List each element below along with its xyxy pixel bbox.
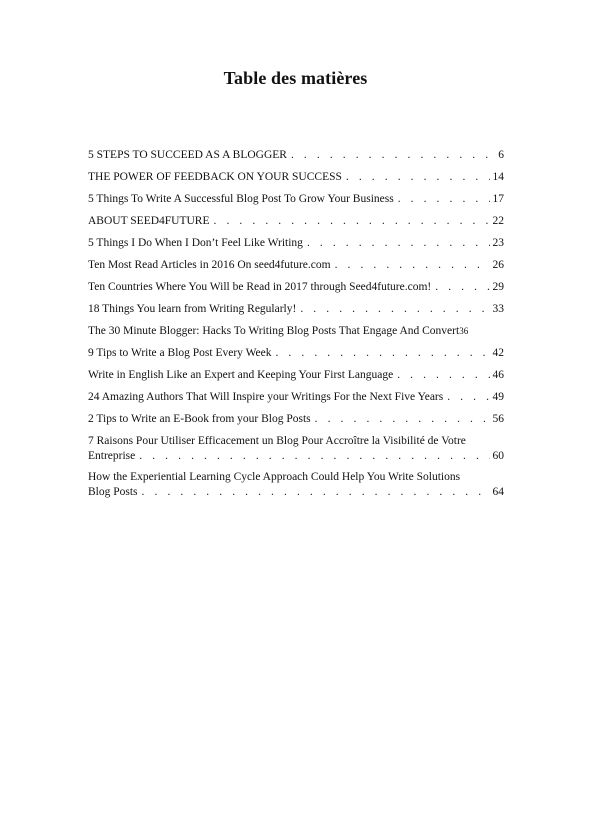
toc-entry-page: 64	[492, 486, 504, 498]
toc-entry-page: 36	[459, 326, 469, 336]
toc-entry[interactable]	[88, 302, 504, 317]
toc-entry-page: 23	[492, 237, 504, 249]
dot-leader	[397, 368, 489, 383]
toc-entry-title: ABOUT SEED4FUTURE	[88, 215, 210, 227]
toc-entry-title-line1: 7 Raisons Pour Utiliser Efficacement un Blog Pour Accroître la Visibilité de Votre	[88, 435, 466, 447]
toc-entry[interactable]	[88, 434, 504, 464]
toc-entry[interactable]	[88, 192, 504, 207]
dot-leader	[335, 258, 490, 273]
toc-entry-title: 24 Amazing Authors That Will Inspire your Writings For the Next Five Years	[88, 391, 444, 403]
dot-leader	[435, 280, 489, 295]
toc-entry-title: 2 Tips to Write an E-Book from your Blog Posts	[88, 413, 311, 425]
toc-entry-title: 18 Things You learn from Writing Regularly!	[88, 303, 297, 315]
toc-entry[interactable]	[88, 470, 504, 500]
toc-entry[interactable]	[88, 236, 504, 251]
toc-entry-page: 29	[492, 281, 504, 293]
toc-entry[interactable]	[88, 214, 504, 229]
dot-leader	[307, 236, 490, 251]
dot-leader	[214, 214, 490, 229]
toc-entry[interactable]	[88, 324, 504, 339]
toc-entry[interactable]	[88, 412, 504, 427]
toc-entry[interactable]	[88, 368, 504, 383]
toc-entry-page: 60	[492, 450, 504, 462]
dot-leader	[398, 192, 490, 207]
toc-entry-page: 56	[492, 413, 504, 425]
dot-leader	[291, 148, 495, 163]
dot-leader	[447, 390, 489, 405]
toc-entry-page: 42	[492, 347, 504, 359]
toc-entry-title: 5 Things To Write A Successful Blog Post To Grow Your Business	[88, 193, 394, 205]
toc-entry[interactable]	[88, 390, 504, 405]
toc-entry-page: 22	[492, 215, 504, 227]
toc-entry-page: 46	[492, 369, 504, 381]
toc-entry[interactable]	[88, 258, 504, 273]
page-title: Table des matières	[223, 68, 368, 88]
toc-entry-title: The 30 Minute Blogger: Hacks To Writing Blog Posts That Engage And Convert	[88, 325, 460, 337]
dot-leader	[346, 170, 490, 185]
dot-leader	[142, 485, 490, 500]
dot-leader	[139, 449, 489, 464]
toc-entry-title: 5 STEPS TO SUCCEED AS A BLOGGER	[88, 149, 287, 161]
toc-entry-title: 9 Tips to Write a Blog Post Every Week	[88, 347, 272, 359]
toc-entry-page: 49	[492, 391, 504, 403]
toc-entry[interactable]	[88, 280, 504, 295]
toc-entry[interactable]	[88, 346, 504, 361]
toc-entry[interactable]	[88, 170, 504, 185]
table-of-contents	[88, 148, 504, 506]
toc-entry-page: 26	[492, 259, 504, 271]
dot-leader	[300, 302, 489, 317]
toc-entry-title-line1: How the Experiential Learning Cycle Approach Could Help You Write Solutions	[88, 471, 461, 483]
toc-entry-title-line2: Entreprise	[88, 450, 136, 462]
dot-leader	[315, 412, 490, 427]
toc-entry-page: 33	[492, 303, 504, 315]
toc-entry[interactable]	[88, 148, 504, 163]
toc-entry-page: 6	[498, 149, 504, 161]
toc-entry-title: THE POWER OF FEEDBACK ON YOUR SUCCESS	[88, 171, 342, 183]
toc-entry-title: Ten Most Read Articles in 2016 On seed4future.com	[88, 259, 331, 271]
toc-entry-title: Write in English Like an Expert and Keeping Your First Language	[88, 369, 394, 381]
toc-entry-page: 17	[492, 193, 504, 205]
toc-entry-title-line2: Blog Posts	[88, 486, 138, 498]
dot-leader	[275, 346, 489, 361]
toc-entry-page: 14	[492, 171, 504, 183]
toc-entry-title: Ten Countries Where You Will be Read in 2017 through Seed4future.com!	[88, 281, 432, 293]
toc-entry-title: 5 Things I Do When I Don’t Feel Like Writing	[88, 237, 303, 249]
